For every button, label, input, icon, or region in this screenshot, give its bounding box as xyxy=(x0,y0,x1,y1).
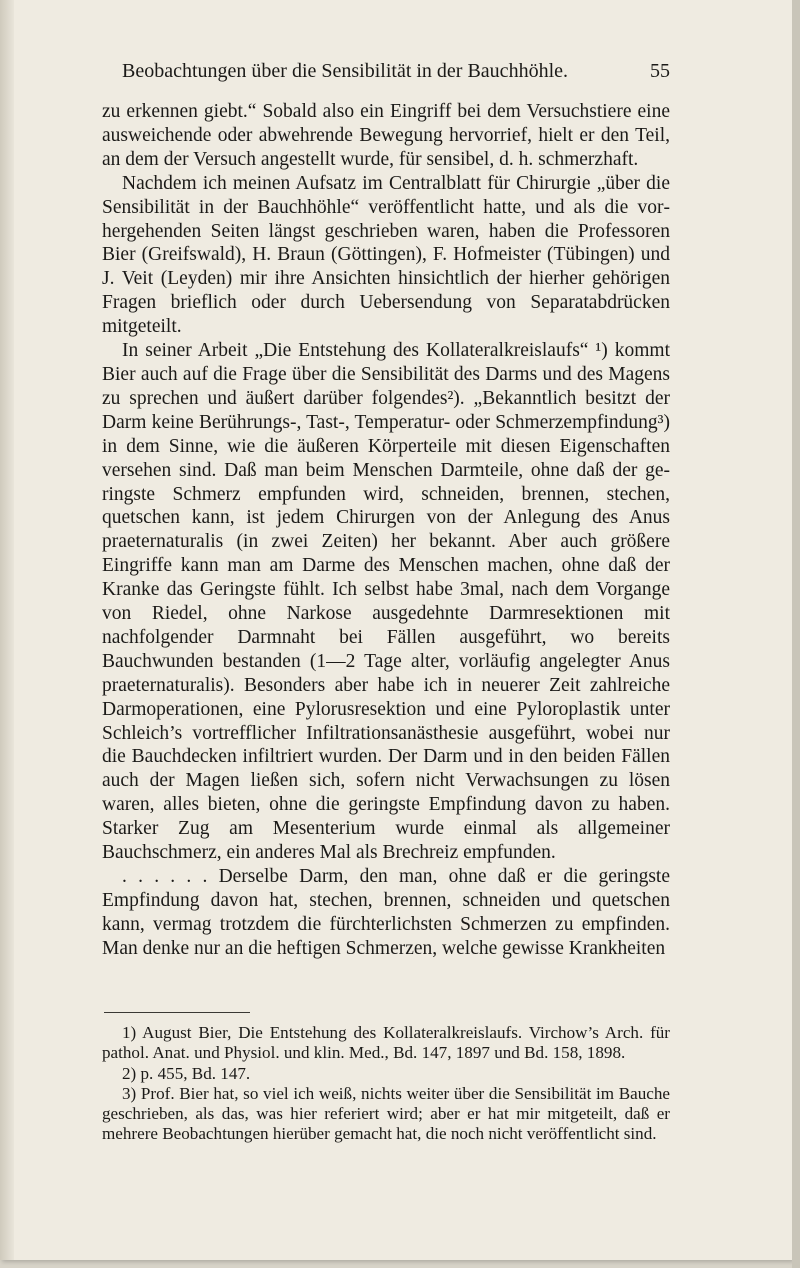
page-edge xyxy=(792,0,800,1268)
running-head xyxy=(122,60,670,88)
body-text xyxy=(102,100,670,961)
page-number: 55 xyxy=(650,60,670,82)
footnote-2: 2) p. 455, Bd. 147. xyxy=(122,1063,251,1083)
paragraph-same-intestine: . . . . . . Derselbe Darm, den man, ohne daß er die geringste Empfindung davon hat, stechen, brennen, schneiden und quetschen kann, vermag trotzdem die fürchterlichsten Schmerzen zu empfinden. Man denke nur an die heftigen Schmerzen, welche gewisse Krankheiten xyxy=(102,866,670,959)
paragraph-professors: Nachdem ich meinen Aufsatz im Centralblatt für Chirurgie „über die Sensibilität in der Bauchhöhle“ veröffentlicht hatte, und als die vorhergehenden Seiten längst geschrieben waren, haben die Professoren Bier (Greifswald), H. Braun (Göttingen), F. Hofmeister (Tübingen) und J. Veit (Leyden) mir ihre Ansichten hinsichtlich der hierher gehörigen Fragen brieflich oder durch Uebersendung von Separatabdrücken mitgeteilt. xyxy=(102,172,670,338)
paragraph-continuation: zu erkennen giebt.“ Sobald also ein Eingriff bei dem Versuchstiere eine ausweichende oder abwehrende Bewegung hervorrief, hielt er den Teil, an dem der Versuch angestellt wurde, für sensibel, d. h. schmerzhaft. xyxy=(102,101,670,170)
footnote-divider xyxy=(104,1012,250,1013)
paragraph-bier-quote: In seiner Arbeit „Die Entstehung des Kollateralkreislaufs“ ¹) kommt Bier auch auf die Frage über die Sensibilität des Darms und des Magens zu sprechen und äußert darüber folgendes²). „Bekanntlich besitzt der Darm keine Berührungs-, Tast-, Temperatur- oder Schmerzempfindung³) in dem Sinne, wie die äußeren Körperteile mit diesen Eigenschaften versehen sind. Daß man beim Menschen Darmteile, ohne daß der geringste Schmerz empfunden wird, schneiden, brennen, stechen, quetschen kann, ist jedem Chirurgen von der Anlegung des Anus praeternaturalis (in zwei Zeiten) her bekannt. Aber auch größere Eingriffe kann man am Darme des Menschen machen, ohne daß der Kranke das Geringste fühlt. Ich selbst habe 3mal, nach dem Vorgange von Riedel, ohne Narkose ausgedehnte Darmresektionen mit nachfolgender Darmnaht bei Fällen ausgeführt, wo bereits Bauchwunden bestanden (1—2 Tage alter, vorläufig angelegter Anus praeternaturalis). Besonders aber habe ich in neuerer Zeit zahlreiche Darmoperationen, eine Pylorusresektion und eine Pyloroplastik unter Schleich’s vortrefflicher Infiltrationsanästhesie ausgeführt, wobei nur die Bauchdecken infiltriert wurden. Der Darm und in den beiden Fällen auch der Magen ließen sich, sofern nicht Verwachsungen zu lösen waren, alles bieten, ohne die geringste Empfindung davon zu haben. Starker Zug am Mesenterium wurde einmal als allgemeiner Bauchschmerz, ein anderes Mal als Brechreiz empfunden. xyxy=(102,340,670,864)
footnote-3: 3) Prof. Bier hat, so viel ich weiß, nichts weiter über die Sensibilität im Bauche geschrieben, als das, was hier referiert wird; aber er hat mir mitgeteilt, daß er mehrere Beobachtungen hierüber gemacht hat, die noch nicht veröffentlicht sind. xyxy=(102,1083,670,1144)
running-title: Beobachtungen über die Sensibilität in der Bauchhöhle. xyxy=(122,60,568,82)
page-gutter-shadow xyxy=(0,0,14,1260)
footnote-1: 1) August Bier, Die Entstehung des Kollateralkreislaufs. Virchow’s Arch. für pathol. Anat. und Physiol. und klin. Med., Bd. 147, 1897 und Bd. 158, 1898. xyxy=(102,1023,670,1063)
footnotes xyxy=(102,1023,670,1145)
